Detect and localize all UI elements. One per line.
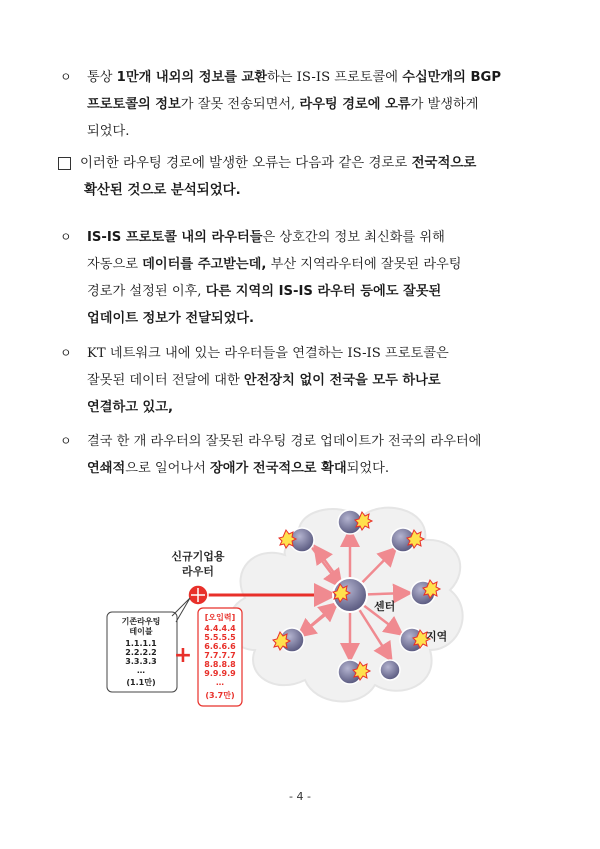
svg-text:6.6.6.6: 6.6.6.6: [204, 642, 236, 651]
svg-text:2.2.2.2: 2.2.2.2: [125, 648, 157, 657]
bullet-paragraph-2: ㅇ IS-IS 프로토콜 내의 라우터들은 상호간의 정보 최신화를 위해 자동으로 데이터를 주고받는데, 부산 지역라우터에 잘못된 라우팅 경로가 설정된 이후, 다른 지역의 IS-IS 라우터 등에도 잘못된 업데이트 정보가 전달되었다.: [62, 224, 552, 332]
section-paragraph: 이러한 라우팅 경로에 발생한 오류는 다음과 같은 경로로 전국적으로 확산된 것으로 분석되었다.: [58, 150, 558, 204]
region-label: 지역: [426, 630, 448, 643]
svg-text:…: …: [137, 666, 145, 675]
svg-text:1.1.1.1: 1.1.1.1: [125, 639, 157, 648]
center-label: 센터: [374, 600, 396, 613]
svg-text:8.8.8.8: 8.8.8.8: [204, 660, 236, 669]
svg-text:[오입력]: [오입력]: [204, 613, 236, 622]
bullet-marker: ㅇ: [60, 70, 72, 84]
checkbox-marker-icon: [58, 157, 71, 170]
svg-text:테이블: 테이블: [129, 627, 153, 636]
page-number: - 4 -: [289, 790, 311, 803]
bullet-marker: ㅇ: [60, 230, 72, 244]
router-label-line-2: 라우터: [182, 565, 214, 578]
svg-text:7.7.7.7: 7.7.7.7: [204, 651, 236, 660]
svg-text:5.5.5.5: 5.5.5.5: [204, 633, 236, 642]
svg-text:3.3.3.3: 3.3.3.3: [125, 657, 157, 666]
routing-error-diagram: [0, 500, 600, 740]
bullet-paragraph-1: ㅇ 통상 1만개 내외의 정보를 교환하는 IS-IS 프로토콜에 수십만개의 BGP 프로토콜의 정보가 잘못 전송되면서, 라우팅 경로에 오류가 발생하게 되었다.: [62, 64, 552, 145]
router-label-line-1: 신규기업용: [171, 550, 225, 563]
bullet-marker: ㅇ: [60, 434, 72, 448]
svg-text:(3.7만): (3.7만): [205, 691, 235, 700]
svg-text:…: …: [216, 678, 224, 687]
bullet-marker: ㅇ: [60, 346, 72, 360]
svg-text:기존라우팅: 기존라우팅: [121, 617, 161, 626]
svg-text:9.9.9.9: 9.9.9.9: [204, 669, 236, 678]
bullet-paragraph-4: ㅇ 결국 한 개 라우터의 잘못된 라우팅 경로 업데이트가 전국의 라우터에 연쇄적으로 일어나서 장애가 전국적으로 확대되었다.: [62, 428, 552, 482]
svg-text:(1.1만): (1.1만): [126, 678, 156, 687]
svg-text:4.4.4.4: 4.4.4.4: [204, 624, 236, 633]
bullet-paragraph-3: ㅇ KT 네트워크 내에 있는 라우터들을 연결하는 IS-IS 프로토콜은 잘못된 데이터 전달에 대한 안전장치 없이 전국을 모두 하나로 연결하고 있고,: [62, 340, 552, 421]
plus-sign: +: [173, 643, 193, 668]
